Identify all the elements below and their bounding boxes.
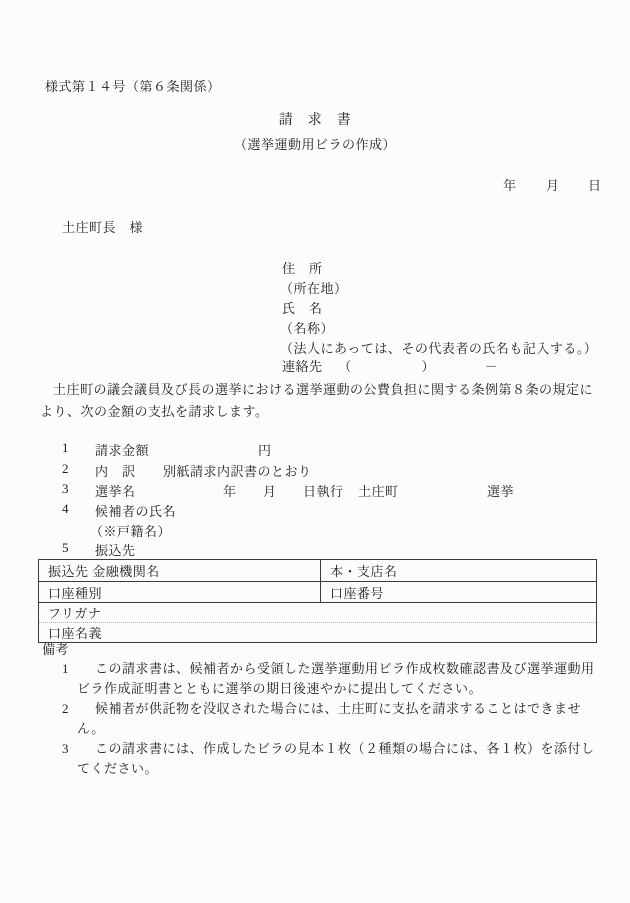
bank-name-cell: 振込先 金融機関名: [39, 560, 321, 581]
election-municipality: 土庄町: [358, 484, 399, 499]
table-row: [39, 623, 596, 642]
item-amount: [0, 440, 630, 458]
candidate-registry-note: （※戸籍名）: [90, 524, 172, 539]
note-number: 1: [62, 661, 69, 676]
table-row: [39, 560, 596, 582]
table-row: [39, 582, 596, 603]
note-text: この請求書は、候補者から受領した選挙運動用ビラ作成枚数確認書及び選挙運動用ビラ作成証明書とともに選挙の期日後速やかに提出してください。: [77, 661, 595, 696]
item-breakdown-label: 内 訳: [95, 464, 136, 479]
note-number: 2: [62, 701, 69, 716]
document-subtitle: （選挙運動用ビラの作成）: [233, 137, 396, 152]
account-type-cell: 口座種別: [39, 582, 321, 602]
name-sub-label: （名称）: [280, 321, 335, 336]
remarks-note-3: [40, 739, 597, 779]
address-sub-label: （所在地）: [280, 281, 348, 296]
remarks-notes: [40, 659, 597, 779]
item-breakdown: [0, 461, 630, 479]
table-row: [39, 603, 596, 623]
item-candidate-label: 候補者の氏名: [95, 504, 177, 519]
item-election: [0, 481, 630, 499]
item-candidate-number: 4: [62, 501, 69, 516]
note-text: この請求書には、作成したビラの見本１枚（２種類の場合には、各１枚）を添付してください。: [77, 741, 595, 776]
election-suffix: 選挙: [487, 484, 515, 499]
furigana-cell: フリガナ: [48, 606, 102, 621]
election-day-exec-label: 日執行: [303, 484, 344, 499]
addressee: 土庄町長 様: [62, 220, 144, 235]
item-breakdown-number: 2: [62, 461, 69, 476]
corporate-note: （法人にあっては、その代表者の氏名も記入する。）: [280, 341, 598, 356]
item-transfer-number: 5: [62, 540, 69, 555]
remarks-note-2: [40, 699, 597, 739]
bank-account-table: [38, 559, 597, 643]
item-candidate: [0, 501, 630, 519]
account-holder-cell: 口座名義: [48, 626, 103, 641]
election-year-label: 年: [223, 484, 237, 499]
branch-name-cell: 本・支店名: [330, 564, 398, 579]
date-month-label: 月: [546, 178, 560, 193]
note-number: 3: [62, 741, 69, 756]
item-amount-label: 請求金額: [95, 443, 150, 458]
contact-close-paren: ）: [421, 359, 436, 374]
contact-label: 連絡先: [282, 359, 323, 374]
remarks-note-1: [40, 659, 597, 699]
form-number: 様式第１４号（第６条関係）: [45, 79, 221, 94]
contact-line: [282, 358, 498, 375]
contact-dash: －: [484, 359, 499, 374]
document-title: 請 求 書: [278, 113, 352, 128]
item-election-number: 3: [62, 481, 69, 496]
account-number-cell: 口座番号: [330, 585, 385, 601]
item-election-label: 選挙名: [95, 484, 136, 499]
item-transfer-label: 振込先: [95, 543, 136, 558]
note-text: 候補者が供託物を没収された場合には、土庄町に支払を請求することはできません。: [77, 701, 582, 736]
item-breakdown-value: 別紙請求内訳書のとおり: [163, 464, 312, 479]
date-day-label: 日: [588, 178, 602, 193]
item-transfer: [0, 540, 630, 558]
item-candidate-sub: [0, 521, 630, 539]
item-amount-number: 1: [62, 440, 69, 455]
election-month-label: 月: [263, 484, 277, 499]
remarks-label: 備考: [42, 642, 70, 657]
item-amount-unit: 円: [258, 443, 272, 458]
body-paragraph: 土庄町の議会議員及び長の選挙における選挙運動の公費負担に関する条例第８条の規定により、次の金額の支払を請求します。: [40, 382, 594, 419]
contact-open-paren: （: [338, 359, 352, 374]
name-label: 氏 名: [282, 301, 323, 316]
address-label: 住 所: [282, 261, 323, 276]
date-year-label: 年: [503, 178, 517, 193]
